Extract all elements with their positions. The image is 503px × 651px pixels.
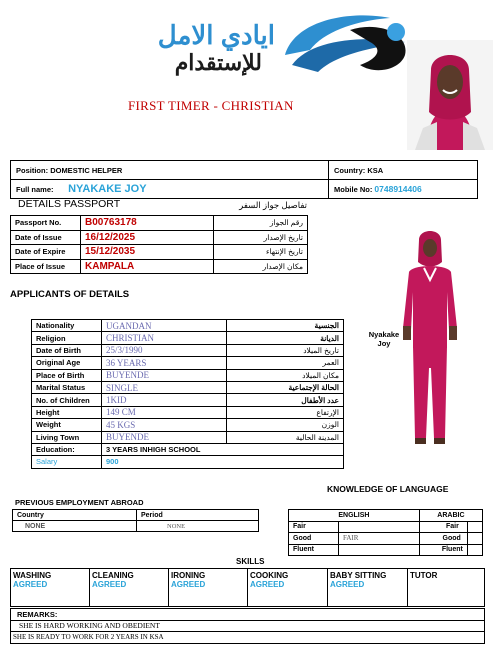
- language-level-label: Good: [289, 533, 339, 545]
- detail-label: Nationality: [32, 320, 102, 332]
- table-row: [32, 394, 344, 406]
- detail-label-ar: مكان الميلاد: [227, 369, 344, 381]
- detail-label-ar: الجنسية: [227, 320, 344, 332]
- remarks-title: REMARKS:: [11, 609, 485, 621]
- mobile-value: 0748914406: [374, 184, 422, 194]
- table-row: [289, 521, 483, 533]
- skill-status: AGREED: [171, 580, 206, 589]
- detail-label: No. of Children: [32, 394, 102, 406]
- passport-label: Place of Issue: [11, 259, 81, 274]
- language-level-label: Fair: [419, 521, 467, 533]
- photo-caption-line1: Nyakake: [368, 330, 400, 339]
- fullname-label: Full name:: [16, 185, 54, 194]
- detail-label: Height: [32, 406, 102, 418]
- table-row: [32, 332, 344, 344]
- detail-label: Marital Status: [32, 381, 102, 393]
- language-table: [288, 509, 483, 556]
- skill-cell: [169, 569, 248, 607]
- photo-caption: [360, 330, 408, 348]
- mobile-label: Mobile No:: [334, 185, 373, 194]
- skill-status: AGREED: [13, 580, 48, 589]
- fullname-value: NYAKAKE JOY: [68, 183, 147, 195]
- detail-value: 149 CM: [102, 406, 227, 418]
- passport-label: Date of Expire: [11, 245, 81, 260]
- detail-label: Place of Birth: [32, 369, 102, 381]
- skill-name: WASHING: [13, 571, 52, 580]
- table-row: [32, 381, 344, 393]
- detail-label: Living Town: [32, 431, 102, 443]
- skill-status: AGREED: [250, 580, 285, 589]
- table-row: [11, 259, 308, 274]
- detail-value: 36 YEARS: [102, 357, 227, 369]
- employment-period-header: Period: [137, 510, 259, 521]
- remark-line: SHE IS READY TO WORK FOR 2 YEARS IN KSA: [11, 632, 485, 644]
- language-section-title: KNOWLEDGE OF LANGUAGE: [327, 484, 449, 494]
- detail-value: 45 KGS: [102, 419, 227, 431]
- detail-label: Weight: [32, 419, 102, 431]
- skill-cell: [248, 569, 328, 607]
- table-row: [289, 510, 483, 522]
- detail-label-ar: تاريخ الميلاد: [227, 344, 344, 356]
- remark-line: SHE IS HARD WORKING AND OBEDIENT: [11, 620, 485, 632]
- table-row: [13, 521, 259, 532]
- passport-value: KAMPALA: [81, 259, 214, 274]
- skill-status: AGREED: [330, 580, 365, 589]
- employment-country-value: NONE: [13, 521, 137, 532]
- skill-name: BABY SITTING: [330, 571, 387, 580]
- employment-table: [12, 509, 259, 532]
- passport-label-ar: رقم الجواز: [214, 216, 308, 231]
- detail-value: CHRISTIAN: [102, 332, 227, 344]
- detail-label-ar: الوزن: [227, 419, 344, 431]
- table-row: [32, 369, 344, 381]
- detail-value: 1KID: [102, 394, 227, 406]
- passport-value: 16/12/2025: [81, 230, 214, 245]
- salary-value: 900: [102, 456, 344, 468]
- table-row: [11, 216, 308, 231]
- salary-label: Salary: [32, 456, 102, 468]
- portrait-photo: [407, 40, 493, 150]
- detail-value: UGANDAN: [102, 320, 227, 332]
- passport-label-ar: تاريخ الإنتهاء: [214, 245, 308, 260]
- education-label: Education:: [32, 443, 102, 455]
- passport-value: 15/12/2035: [81, 245, 214, 260]
- passport-section-title-ar: تفاصيل جواز السفر: [239, 200, 307, 210]
- position-value: DOMESTIC HELPER: [50, 165, 123, 175]
- skills-section-title: SKILLS: [236, 557, 265, 566]
- table-row: [32, 419, 344, 431]
- country-value: KSA: [367, 165, 384, 175]
- table-row: [11, 569, 485, 607]
- applicant-details-table: [31, 319, 344, 469]
- skill-name: COOKING: [250, 571, 289, 580]
- table-row: [11, 245, 308, 260]
- skill-cell: [328, 569, 408, 607]
- passport-label: Passport No.: [11, 216, 81, 231]
- country-label: Country:: [334, 165, 366, 175]
- remarks-table: [10, 608, 485, 644]
- skill-name: CLEANING: [92, 571, 134, 580]
- detail-label-ar: الإرتفاع: [227, 406, 344, 418]
- skill-cell: [90, 569, 169, 607]
- passport-section-title: DETAILS PASSPORT: [18, 198, 121, 210]
- table-row: [11, 609, 485, 621]
- detail-label: Religion: [32, 332, 102, 344]
- passport-value: B00763178: [81, 216, 214, 231]
- employment-country-header: Country: [13, 510, 137, 521]
- detail-value: BUYENDE: [102, 369, 227, 381]
- english-level-value: FAIR: [339, 533, 420, 545]
- detail-value: SINGLE: [102, 381, 227, 393]
- table-row: [32, 344, 344, 356]
- detail-label: Date of Birth: [32, 344, 102, 356]
- table-row: [13, 510, 259, 521]
- table-row: [289, 533, 483, 545]
- position-table: [10, 160, 478, 199]
- detail-label-ar: المدينة الحالية: [227, 431, 344, 443]
- employment-section-title: PREVIOUS EMPLOYMENT ABROAD: [15, 498, 144, 507]
- table-row: [32, 456, 344, 468]
- detail-label: Original Age: [32, 357, 102, 369]
- passport-table: [10, 215, 308, 274]
- page-title: FIRST TIMER - CHRISTIAN: [128, 98, 294, 113]
- detail-value: 25/3/1990: [102, 344, 227, 356]
- education-value: 3 YEARS INHIGH SCHOOL: [102, 443, 344, 455]
- applicants-section-title: APPLICANTS OF DETAILS: [10, 289, 130, 300]
- detail-label-ar: عدد الأطفال: [227, 394, 344, 406]
- table-row: [11, 632, 485, 644]
- table-row: [32, 357, 344, 369]
- skill-status: AGREED: [92, 580, 127, 589]
- table-row: [11, 620, 485, 632]
- language-level-label: Fair: [289, 521, 339, 533]
- passport-label-ar: تاريخ الإصدار: [214, 230, 308, 245]
- logo-arabic-line1: ايادي الامل: [157, 20, 275, 50]
- detail-label-ar: الديانة: [227, 332, 344, 344]
- table-row: [32, 443, 344, 455]
- skill-name: TUTOR: [410, 571, 438, 580]
- table-row: [289, 544, 483, 556]
- skill-name: IRONING: [171, 571, 206, 580]
- language-arabic-header: ARABIC: [419, 510, 482, 522]
- photo-caption-line2: Joy: [377, 339, 391, 348]
- language-level-label: Fluent: [419, 544, 467, 556]
- passport-label-ar: مكان الإصدار: [214, 259, 308, 274]
- table-row: [11, 230, 308, 245]
- table-row: [32, 320, 344, 332]
- language-level-label: Fluent: [289, 544, 339, 556]
- passport-label: Date of Issue: [11, 230, 81, 245]
- detail-value: BUYENDE: [102, 431, 227, 443]
- logo-arabic-line2: للإستقدام: [174, 50, 262, 75]
- detail-label-ar: العمر: [227, 357, 344, 369]
- skills-table: [10, 568, 485, 607]
- detail-label-ar: الحالة الإجتماعية: [227, 381, 344, 393]
- language-level-label: Good: [419, 533, 467, 545]
- position-label: Position:: [16, 165, 49, 175]
- employment-period-value: NONE: [137, 521, 259, 532]
- skill-cell: [408, 569, 485, 607]
- skill-cell: [11, 569, 90, 607]
- language-english-header: ENGLISH: [289, 510, 420, 522]
- table-row: [32, 431, 344, 443]
- table-row: [32, 406, 344, 418]
